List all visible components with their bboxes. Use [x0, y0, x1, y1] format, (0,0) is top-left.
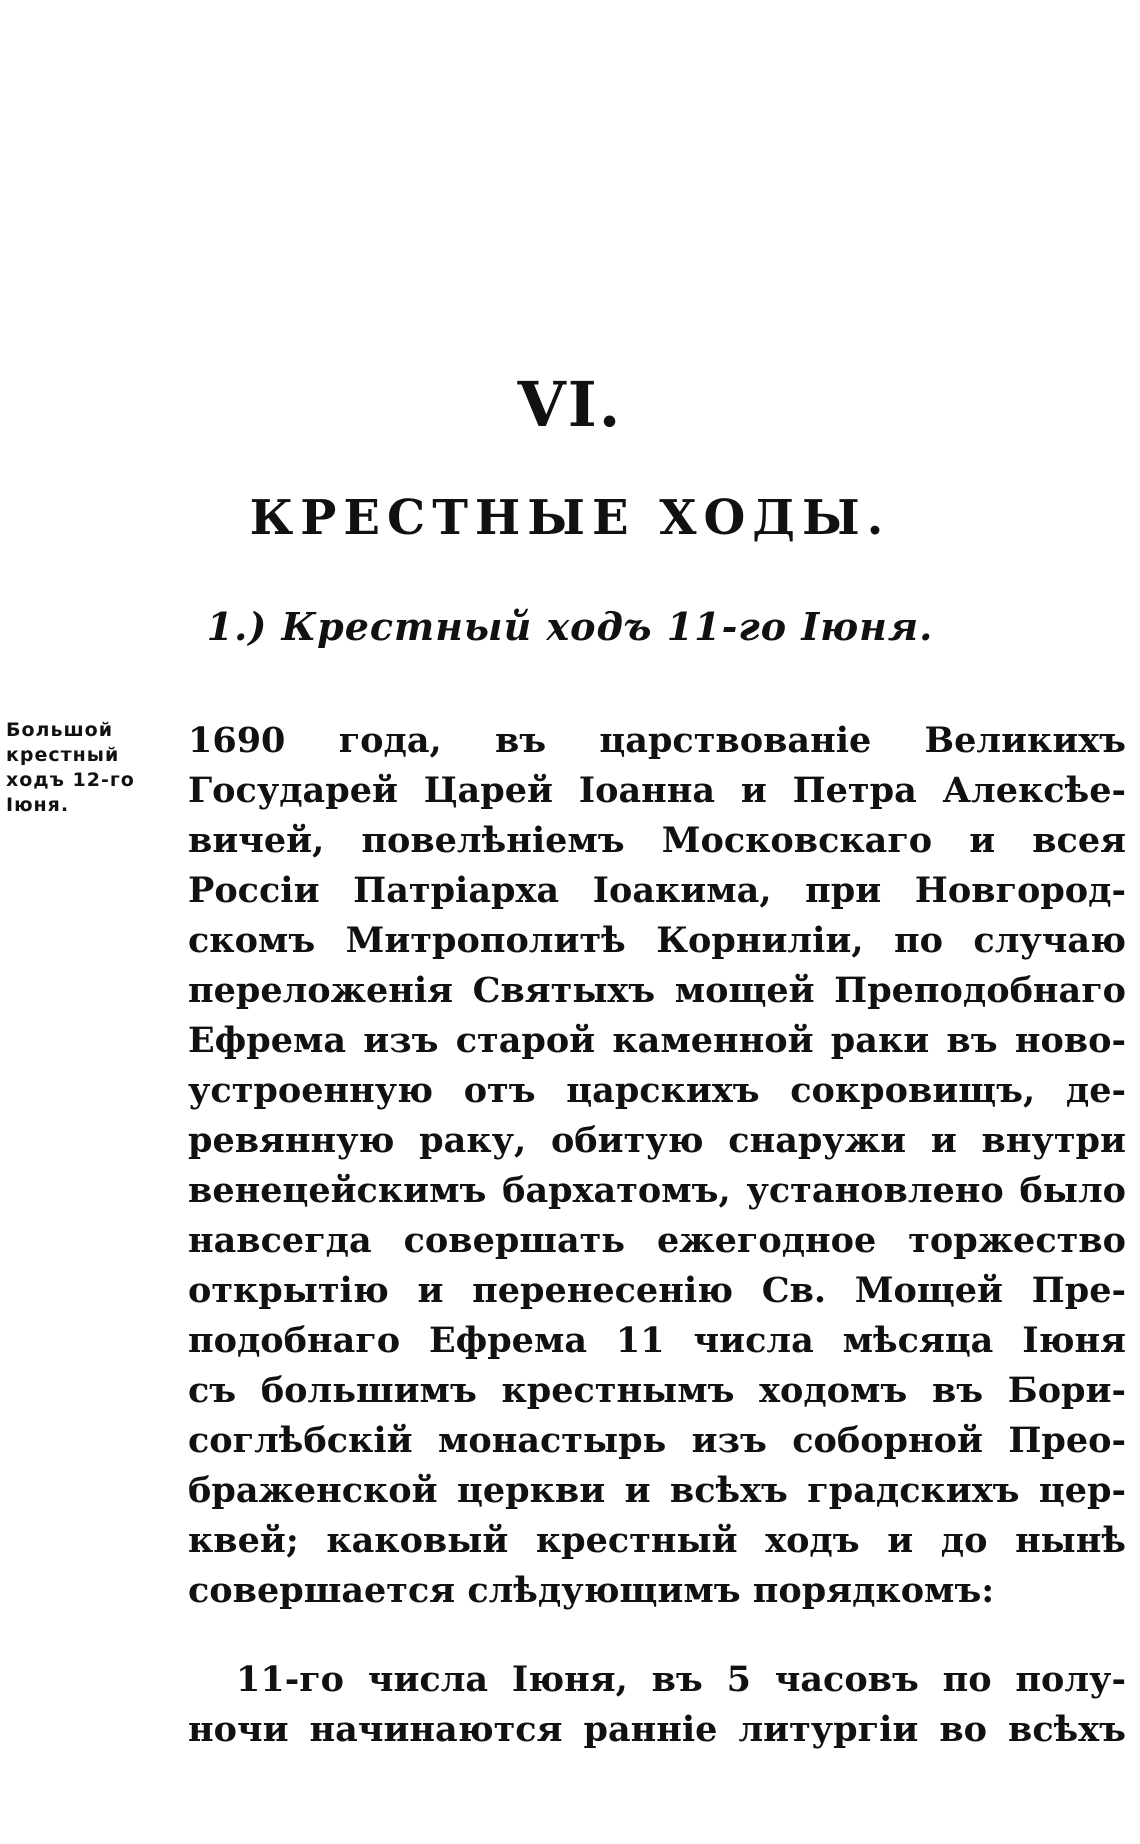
- text-line: 1690 года, въ царствованіе Великихъ: [188, 720, 1126, 761]
- text-line: венецейскимъ бархатомъ, установлено было: [188, 1170, 1126, 1211]
- text-line: скомъ Митрополитѣ Корниліи, по случаю: [188, 920, 1126, 961]
- text-line: Ефрема изъ старой каменной раки въ ново-: [188, 1020, 1126, 1061]
- marginal-note-line: Іюня.: [6, 794, 70, 816]
- marginal-note-line: Большой: [6, 719, 114, 741]
- text-line: Россіи Патріарха Іоакима, при Новгород-: [188, 870, 1126, 911]
- text-line: квей; каковый крестный ходъ и до нынѣ: [188, 1520, 1126, 1561]
- marginal-note: [6, 718, 186, 818]
- text-line: браженской церкви и всѣхъ градскихъ цер-: [188, 1470, 1126, 1511]
- paragraph-2: [188, 1655, 1126, 1755]
- text-line: навсегда совершать ежегодное торжество: [188, 1220, 1126, 1261]
- paragraph-1: [188, 716, 1126, 1616]
- chapter-title: КРЕСТНЫЕ ХОДЫ.: [249, 490, 891, 546]
- marginal-note-line: ходъ 12-го: [6, 769, 135, 791]
- text-line: совершается слѣдующимъ порядкомъ:: [188, 1570, 995, 1611]
- text-line: Государей Царей Іоанна и Петра Алексѣе-: [188, 770, 1126, 811]
- text-line: подобнаго Ефрема 11 числа мѣсяца Іюня: [188, 1320, 1126, 1361]
- text-line: устроенную отъ царскихъ сокровищъ, де-: [188, 1070, 1126, 1111]
- text-line: переложенія Святыхъ мощей Преподобнаго: [188, 970, 1126, 1011]
- section-heading: 1.) Крестный ходъ 11-го Іюня.: [206, 604, 934, 649]
- marginal-note-line: крестный: [6, 744, 120, 766]
- text-line: ночи начинаются ранніе литургіи во всѣхъ: [188, 1709, 1126, 1750]
- chapter-number: VI.: [517, 368, 623, 441]
- text-line: 11-го числа Іюня, въ 5 часовъ по полу-: [236, 1659, 1126, 1700]
- text-line: вичей, повелѣніемъ Московскаго и всея: [188, 820, 1126, 861]
- text-line: съ большимъ крестнымъ ходомъ въ Бори-: [188, 1370, 1126, 1411]
- text-line: соглѣбскій монастырь изъ соборной Прео-: [188, 1420, 1126, 1461]
- text-line: ревянную раку, обитую снаружи и внутри: [188, 1120, 1126, 1161]
- text-line: открытію и перенесенію Св. Мощей Пре-: [188, 1270, 1126, 1311]
